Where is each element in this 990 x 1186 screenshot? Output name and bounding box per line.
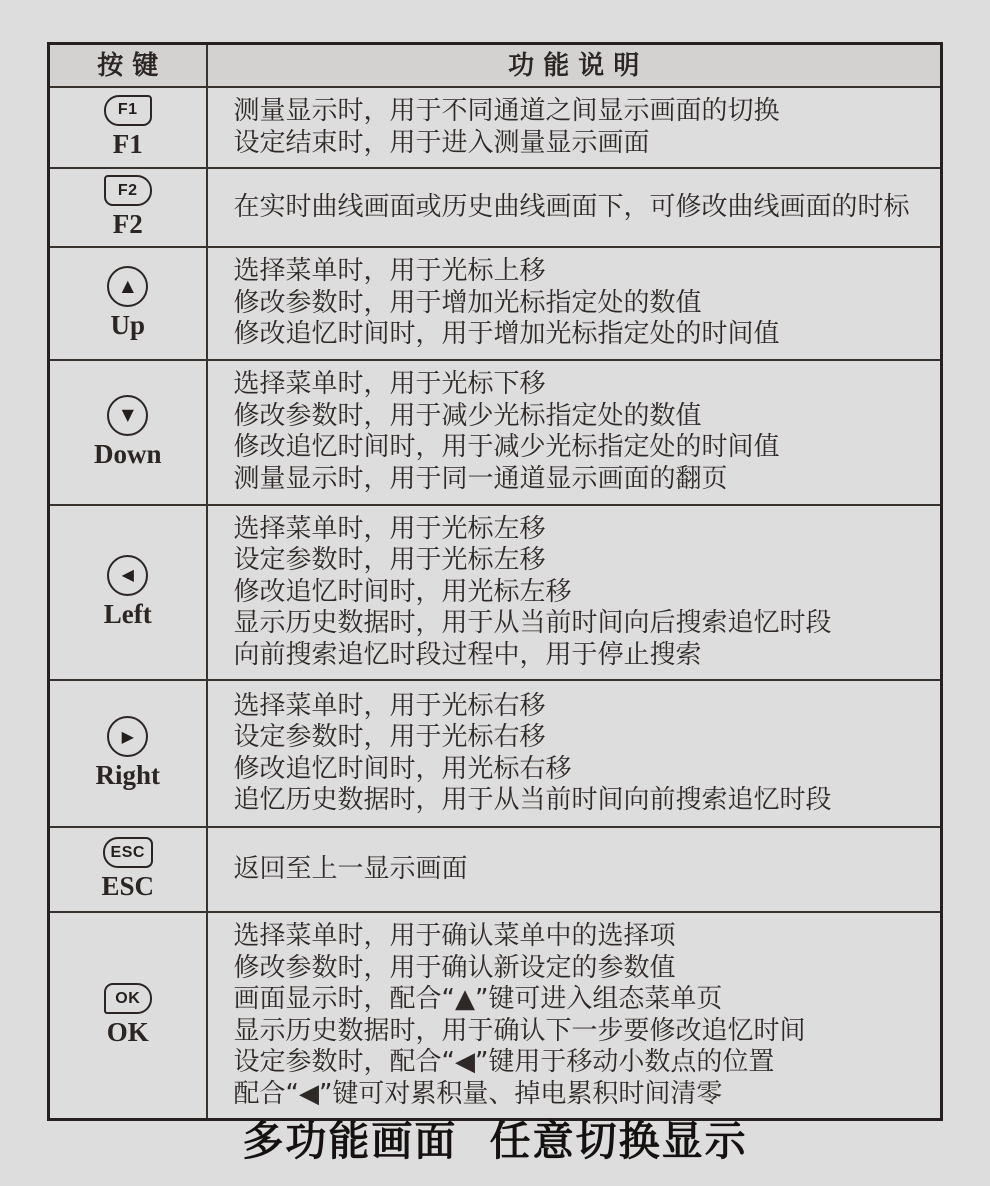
- function-line: 修改参数时，用于增加光标指定处的数值: [233, 287, 702, 318]
- left-arrow-key-icon-glyph: ◀: [121, 565, 134, 585]
- function-line: 配合“◀”键可对累积量、掉电累积时间清零: [233, 1078, 723, 1109]
- function-line: 修改追忆时间时，用于减少光标指定处的时间值: [233, 432, 780, 463]
- function-line: 修改参数时，用于减少光标指定处的数值: [233, 400, 702, 431]
- function-line: 选择菜单时，用于光标上移: [233, 256, 546, 287]
- key-label: Right: [95, 760, 160, 791]
- key-function-table: [47, 42, 943, 1121]
- function-line: 设定参数时，用于光标右移: [233, 722, 546, 753]
- table-row: [49, 827, 942, 912]
- function-description-cell: [207, 912, 942, 1120]
- function-line: 修改追忆时间时，用光标左移: [233, 576, 572, 607]
- function-line: 设定参数时，用于光标左移: [233, 545, 546, 576]
- key-cell: [49, 360, 207, 505]
- down-arrow-key-icon: [107, 395, 148, 436]
- key-cell: [49, 87, 207, 168]
- function-line: 修改追忆时间时，用于增加光标指定处的时间值: [233, 319, 780, 350]
- key-cell: [49, 247, 207, 360]
- key-label: F1: [112, 128, 143, 159]
- function-line: 设定参数时，配合“◀”键用于移动小数点的位置: [233, 1047, 775, 1078]
- function-line: 修改追忆时间时，用光标右移: [233, 753, 572, 784]
- table-header-row: [49, 44, 942, 88]
- key-label: Up: [110, 309, 145, 340]
- function-line: 测量显示时，用于同一通道显示画面的翻页: [233, 463, 728, 494]
- esc-key-icon-glyph: ESC: [110, 843, 145, 861]
- down-arrow-key-icon-glyph: ▼: [121, 405, 134, 425]
- function-line: 选择菜单时，用于光标右移: [233, 690, 546, 721]
- key-label: Left: [103, 598, 152, 629]
- function-line: 设定结束时，用于进入测量显示画面: [233, 127, 650, 158]
- up-arrow-key-icon: [107, 266, 148, 307]
- key-label: Down: [93, 438, 162, 469]
- function-line: 返回至上一显示画面: [233, 853, 468, 884]
- key-cell: [49, 827, 207, 912]
- up-arrow-key-icon-glyph: ▲: [121, 276, 134, 296]
- function-line: 在实时曲线画面或历史曲线画面下，可修改曲线画面的时标: [233, 191, 910, 222]
- function-line: 修改参数时，用于确认新设定的参数值: [233, 952, 676, 983]
- table-row: [49, 247, 942, 360]
- table-row: [49, 505, 942, 681]
- table-row: [49, 912, 942, 1120]
- ok-key-icon: [104, 983, 152, 1014]
- function-line: 显示历史数据时，用于确认下一步要修改追忆时间: [233, 1015, 806, 1046]
- f2-key-icon-glyph: F2: [117, 181, 138, 199]
- function-description-cell: [207, 87, 942, 168]
- function-line: 向前搜索追忆时段过程中，用于停止搜索: [233, 639, 702, 670]
- left-arrow-key-icon: [107, 555, 148, 596]
- f1-key-icon: [104, 95, 152, 126]
- f1-key-icon-glyph: F1: [117, 101, 138, 119]
- table-row: [49, 87, 942, 168]
- key-cell: [49, 680, 207, 827]
- page-title: 多功能画面 任意切换显示: [242, 1117, 748, 1165]
- right-arrow-key-icon-glyph: ▶: [121, 726, 134, 746]
- table-row: [49, 168, 942, 247]
- function-line: 追忆历史数据时，用于从当前时间向前搜索追忆时段: [233, 785, 832, 816]
- function-column-header: 功 能 说 明: [207, 44, 942, 88]
- function-description-cell: [207, 680, 942, 827]
- function-description-cell: [207, 168, 942, 247]
- function-description-cell: [207, 247, 942, 360]
- key-cell: [49, 168, 207, 247]
- function-description-cell: [207, 827, 942, 912]
- key-cell: [49, 912, 207, 1120]
- right-arrow-key-icon: [107, 716, 148, 757]
- key-label: F2: [112, 209, 143, 239]
- table-row: [49, 360, 942, 505]
- function-line: 选择菜单时，用于光标下移: [233, 369, 546, 400]
- function-line: 测量显示时，用于不同通道之间显示画面的切换: [233, 96, 780, 126]
- function-description-cell: [207, 505, 942, 681]
- function-line: 显示历史数据时，用于从当前时间向后搜索追忆时段: [233, 608, 832, 639]
- function-line: 选择菜单时，用于确认菜单中的选择项: [233, 921, 676, 952]
- f2-key-icon: [104, 175, 152, 206]
- key-label: ESC: [101, 871, 155, 902]
- function-line: 选择菜单时，用于光标左移: [233, 513, 546, 544]
- table-row: [49, 680, 942, 827]
- function-description-cell: [207, 360, 942, 505]
- function-line: 画面显示时，配合“▲”键可进入组态菜单页: [233, 984, 723, 1015]
- esc-key-icon: [103, 837, 153, 868]
- key-cell: [49, 505, 207, 681]
- key-column-header: 按 键: [49, 44, 207, 88]
- ok-key-icon-glyph: OK: [115, 989, 141, 1007]
- key-label: OK: [106, 1017, 149, 1048]
